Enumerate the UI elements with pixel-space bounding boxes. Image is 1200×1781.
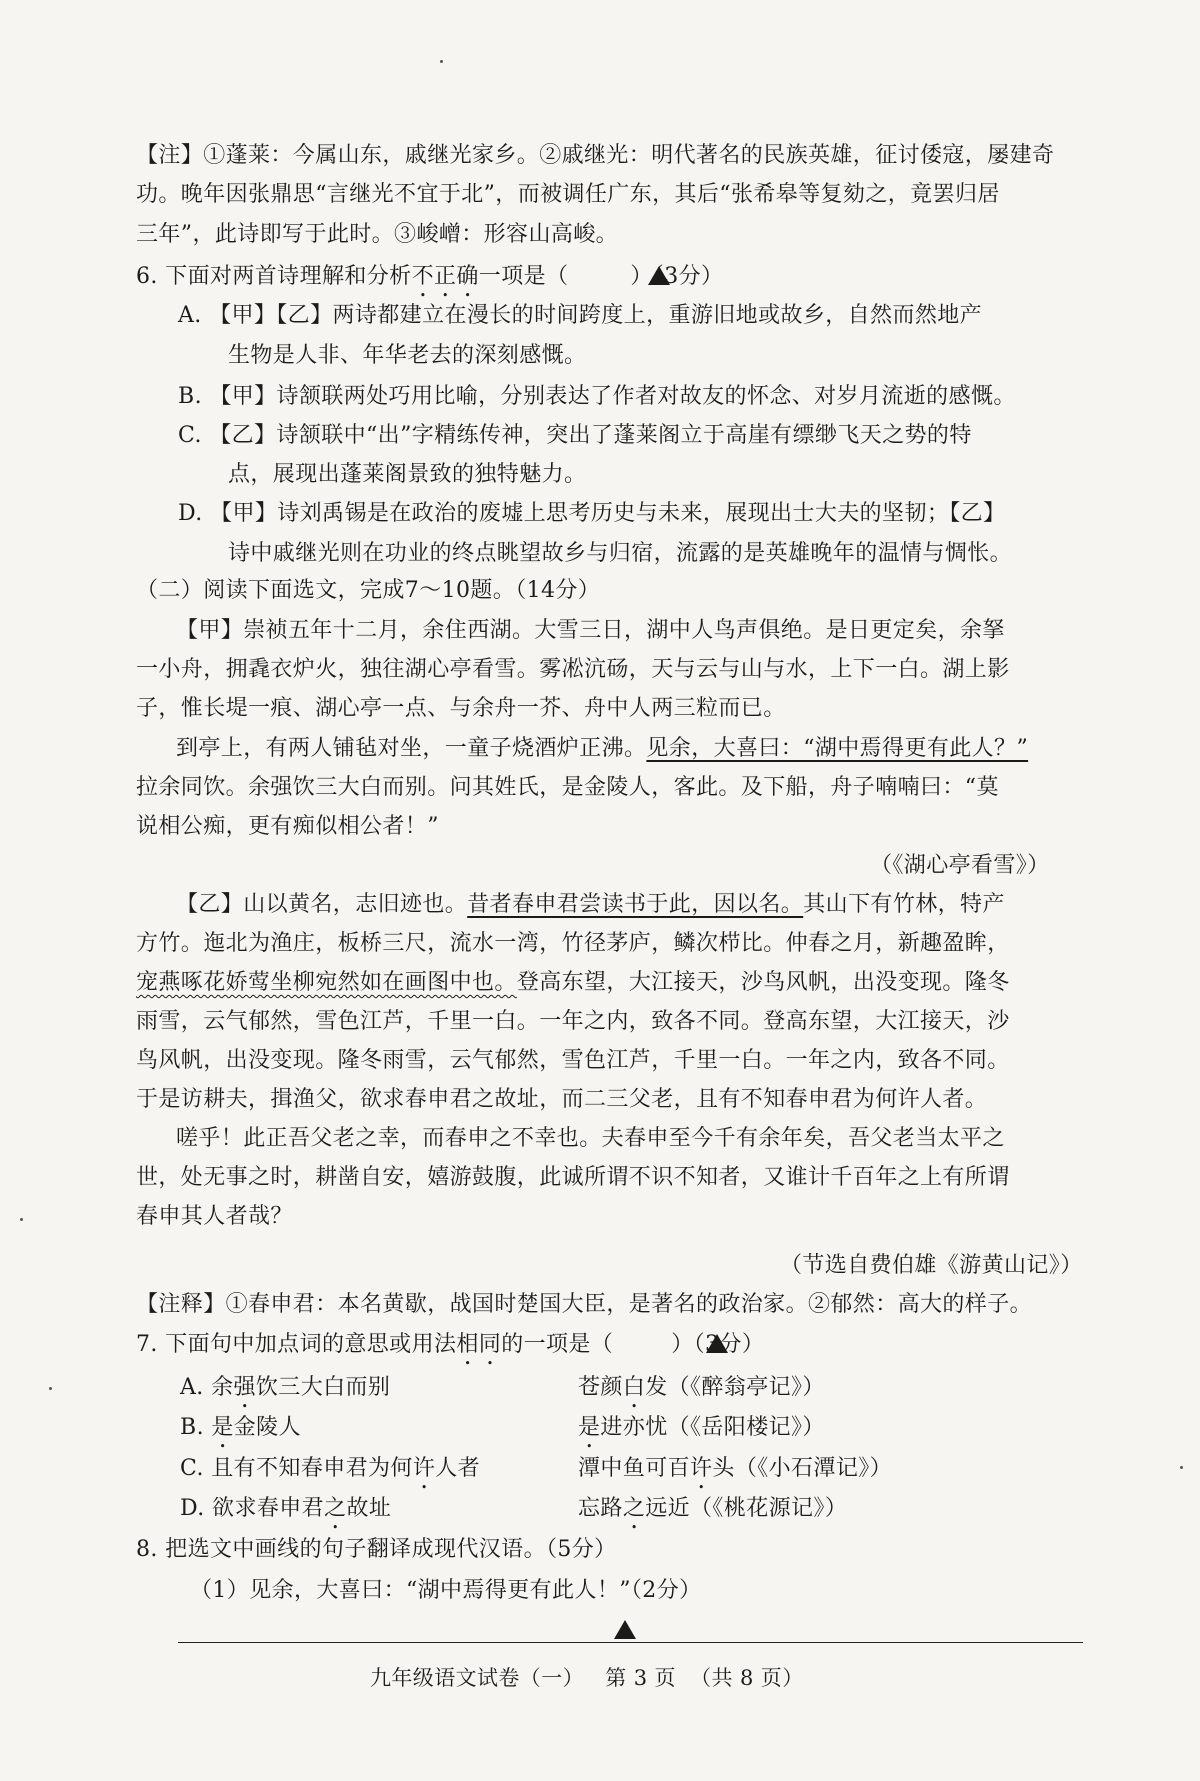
passage-yi-line-9: 春申其人者哉？ [136, 1204, 293, 1229]
q6-option-c-line-2: 点，展现出蓬莱阁景致的独特魅力。 [228, 462, 587, 487]
passage-yi-line-7: 嗟乎！此正吾父老之幸，而春申之不幸也。夫春申至今千有余年矣，吾父老当太平之 [176, 1126, 1005, 1151]
passage-jia-line-3: 子，惟长堤一痕、湖心亭一点、与余舟一芥、舟中人两三粒而已。 [136, 696, 786, 721]
q7-option-c-right: 潭中鱼可百许头（《小石潭记》） [578, 1456, 893, 1481]
passage-yi-line-6: 于是访耕夫，揖渔父，欲求春申君之故址，而二三父老，且有不知春申君为何许人者。 [136, 1087, 988, 1112]
question-7-stem: 7. 下面句中加点词的意思或用法相同的一项是（ ）（3分） [136, 1332, 765, 1357]
note-line-1: 【注】①蓬莱：今属山东，戚继光家乡。②戚继光：明代著名的民族英雄，征讨倭寇，屡建奇 [136, 143, 1055, 168]
q7-option-a-left: A. 余强饮三大白而别 [180, 1375, 391, 1400]
q6-option-d-line-1: D. 【甲】诗刘禹锡是在政治的废墟上思考历史与未来，展现出士大夫的坚韧；【乙】 [178, 501, 1006, 526]
print-speck [440, 60, 443, 63]
q7-option-c-left: C. 且有不知春申君为何许人者 [180, 1456, 481, 1481]
q7-option-b-left: B. 是金陵人 [180, 1415, 301, 1440]
note-line-3: 三年”，此诗即写于此时。③峻嶒：形容山高峻。 [136, 222, 619, 247]
passage-jia-line-5: 拉余同饮。余强饮三大白而别。问其姓氏，是金陵人，客此。及下船，舟子喃喃曰：“莫 [136, 775, 999, 800]
answer-triangle-icon [648, 266, 670, 285]
passage-yi-line-5: 鸟风帆，出没变现。隆冬雨雪，云气郁然，雪色江芦，千里一白。一年之内，致各不同。 [136, 1048, 1010, 1073]
passage-jia-line-2: 一小舟，拥毳衣炉火，独往湖心亭看雪。雾凇沆砀，天与云与山与水，上下一白。湖上影 [136, 657, 1010, 682]
q6-option-b: B. 【甲】诗颔联两处巧用比喻，分别表达了作者对故友的怀念、对岁月流逝的感慨。 [178, 384, 1016, 409]
print-speck [1180, 1466, 1183, 1469]
passage-jia-line-1: 【甲】崇祯五年十二月，余住西湖。大雪三日，湖中人鸟声俱绝。是日更定矣，余拏 [176, 618, 1005, 643]
passage-yi-line-3: 宠燕啄花娇莺坐柳宛然如在画图中也。登高东望，大江接天，沙鸟风帆，出没变现。隆冬 [136, 970, 1010, 995]
question-6-stem: 6. 下面对两首诗理解和分析不正确一项是（ ）（3分） [136, 264, 724, 289]
passage-annotation: 【注释】①春申君：本名黄歇，战国时楚国大臣，是著名的政治家。②郁然：高大的样子。 [136, 1292, 1033, 1317]
wavy-underlined-sentence: 宠燕啄花娇莺坐柳宛然如在画图中也。 [136, 970, 517, 995]
passage-yi-source: （节选自费伯雄《游黄山记》） [780, 1253, 1083, 1278]
emphasized-text: 不正确 [411, 264, 479, 289]
footer-rule [178, 1642, 1083, 1643]
question-8-sub-1: （1）见余，大喜曰：“湖中焉得更有此人！”（2分） [190, 1578, 702, 1603]
passage-yi-line-4: 雨雪，云气郁然，雪色江芦，千里一白。一年之内，致各不同。登高东望，大江接天，沙 [136, 1009, 1010, 1034]
passage-yi-line-8: 世，处无事之时，耕凿自安，嬉游鼓腹，此诚所谓不识不知者，又谁计千百年之上有所谓 [136, 1165, 1010, 1190]
passage-jia-source: （《湖心亭看雪》） [870, 853, 1050, 878]
passage-yi-line-2: 方竹。迤北为渔庄，板桥三尺，流水一湾，竹径茅庐，鳞次栉比。仲春之月，新趣盈眸， [136, 931, 1010, 956]
underlined-sentence: 昔者春申君尝读书于此，因以名。 [467, 892, 804, 917]
q7-option-b-right: 是进亦忧（《岳阳楼记》） [578, 1415, 825, 1440]
answer-triangle-icon [706, 1334, 728, 1353]
passage-jia-line-4: 到亭上，有两人铺毡对坐，一童子烧酒炉正沸。见余，大喜曰：“湖中焉得更有此人？” [176, 736, 1029, 761]
q7-option-d-right: 忘路之远近（《桃花源记》） [578, 1496, 848, 1521]
q6-option-a-line-2: 生物是人非、年华老去的深刻感慨。 [228, 343, 587, 368]
print-speck [49, 1387, 52, 1390]
passage-yi-line-1: 【乙】山以黄名，志旧迹也。昔者春申君尝读书于此，因以名。其山下有竹林，特产 [176, 892, 1005, 917]
q6-option-d-line-2: 诗中戚继光则在功业的终点眺望故乡与归宿，流露的是英雄晚年的温情与惆怅。 [228, 541, 1013, 566]
passage-jia-line-6: 说相公痴，更有痴似相公者！” [136, 814, 439, 839]
print-speck [20, 1218, 23, 1221]
q6-option-a-line-1: A. 【甲】【乙】两诗都建立在漫长的时间跨度上，重游旧地或故乡，自然而然地产 [178, 303, 983, 328]
note-line-2: 功。晚年因张鼎思“言继光不宜于北”，而被调任广东，其后“张希皋等复劾之，竟罢归居 [136, 182, 1000, 207]
section-2-heading: （二）阅读下面选文，完成7～10题。（14分） [136, 578, 601, 603]
q7-option-d-left: D. 欲求春申君之故址 [180, 1496, 392, 1521]
answer-triangle-icon [614, 1620, 636, 1639]
q6-option-c-line-1: C. 【乙】诗颔联中“出”字精练传神，突出了蓬莱阁立于高崖有缥缈飞天之势的特 [178, 423, 972, 448]
page-footer: 九年级语文试卷（一） 第 3 页 （共 8 页） [370, 1666, 804, 1690]
emphasized-text: 相同 [456, 1332, 502, 1357]
question-8-stem: 8. 把选文中画线的句子翻译成现代汉语。（5分） [136, 1537, 617, 1562]
underlined-sentence: 见余，大喜曰：“湖中焉得更有此人？” [646, 736, 1029, 761]
q7-option-a-right: 苍颜白发（《醉翁亭记》） [578, 1375, 825, 1400]
